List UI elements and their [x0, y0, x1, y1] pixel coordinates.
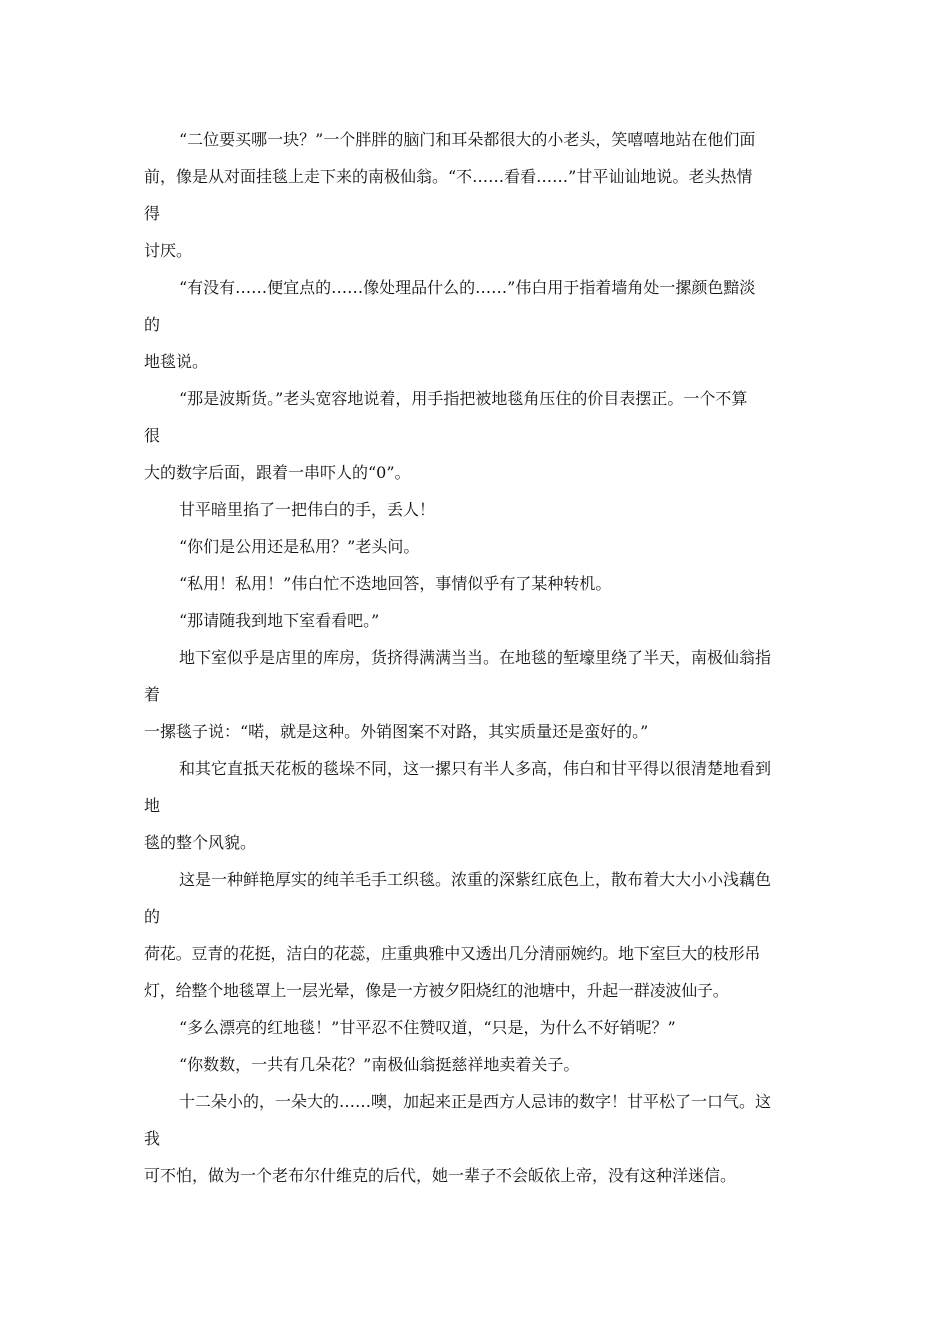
- paragraph-line: “多么漂亮的红地毯！”甘平忍不住赞叹道，“只是，为什么不好销呢？”: [179, 1018, 676, 1037]
- story-text: [144, 121, 814, 1194]
- paragraph-line: “二位要买哪一块？”一个胖胖的脑门和耳朵都很大的小老头，笑嘻嘻地站在他们面: [179, 130, 756, 149]
- paragraph-line: 可不怕，做为一个老布尔什维克的后代，她一辈子不会皈依上帝，没有这种洋迷信。: [144, 1166, 737, 1185]
- paragraph-line: “有没有……便宜点的……像处理品什么的……”伟白用于指着墙角处一摞颜色黯淡: [179, 278, 756, 297]
- paragraph-line: 这是一种鲜艳厚实的纯羊毛手工织毯。浓重的深紫红底色上，散布着大大小小浅藕色: [179, 870, 772, 889]
- paragraph-line: “私用！私用！”伟白忙不迭地回答，事情似乎有了某种转机。: [179, 574, 612, 593]
- paragraph-line: 的: [144, 907, 161, 926]
- paragraph-line: 很: [144, 426, 161, 445]
- paragraph-line: 地毯说。: [144, 352, 209, 371]
- paragraph-line: “那是波斯货。”老头宽容地说着，用手指把被地毯角压住的价目表摆正。一个不算: [179, 389, 748, 408]
- paragraph-line: 地: [144, 796, 161, 815]
- paragraph-line: 的: [144, 315, 161, 334]
- paragraph-line: 和其它直抵天花板的毯垛不同，这一摞只有半人多高，伟白和甘平得以很清楚地看到: [179, 759, 772, 778]
- paragraph-line: 得: [144, 204, 161, 223]
- paragraph-line: “你们是公用还是私用？”老头问。: [179, 537, 420, 556]
- paragraph-line: “你数数，一共有几朵花？”南极仙翁挺慈祥地卖着关子。: [179, 1055, 580, 1074]
- paragraph-line: 着: [144, 685, 161, 704]
- paragraph-line: 讨厌。: [144, 241, 193, 260]
- paragraph-line: 荷花。豆青的花挺，洁白的花蕊，庄重典雅中又透出几分清丽婉约。地下室巨大的枝形吊: [144, 944, 761, 963]
- paragraph-line: 大的数字后面，跟着一串吓人的“0”。: [144, 463, 411, 482]
- paragraph-line: “那请随我到地下室看看吧。”: [179, 611, 380, 630]
- paragraph-line: 我: [144, 1129, 161, 1148]
- paragraph-line: 灯，给整个地毯罩上一层光晕，像是一方被夕阳烧红的池塘中，升起一群凌波仙子。: [144, 981, 729, 1000]
- paragraph-line: 十二朵小的，一朵大的……噢，加起来正是西方人忌讳的数字！甘平松了一口气。这: [179, 1092, 772, 1111]
- paragraph-line: 一摞毯子说：“喏，就是这种。外销图案不对路，其实质量还是蛮好的。”: [144, 722, 649, 741]
- paragraph-line: 前，像是从对面挂毯上走下来的南极仙翁。“不……看看……”甘平讪讪地说。老头热情: [144, 167, 753, 186]
- paragraph-line: 甘平暗里掐了一把伟白的手，丢人！: [179, 500, 436, 519]
- paragraph-line: 毯的整个风貌。: [144, 833, 257, 852]
- paragraph-line: 地下室似乎是店里的库房，货挤得满满当当。在地毯的堑壕里绕了半天，南极仙翁指: [179, 648, 772, 667]
